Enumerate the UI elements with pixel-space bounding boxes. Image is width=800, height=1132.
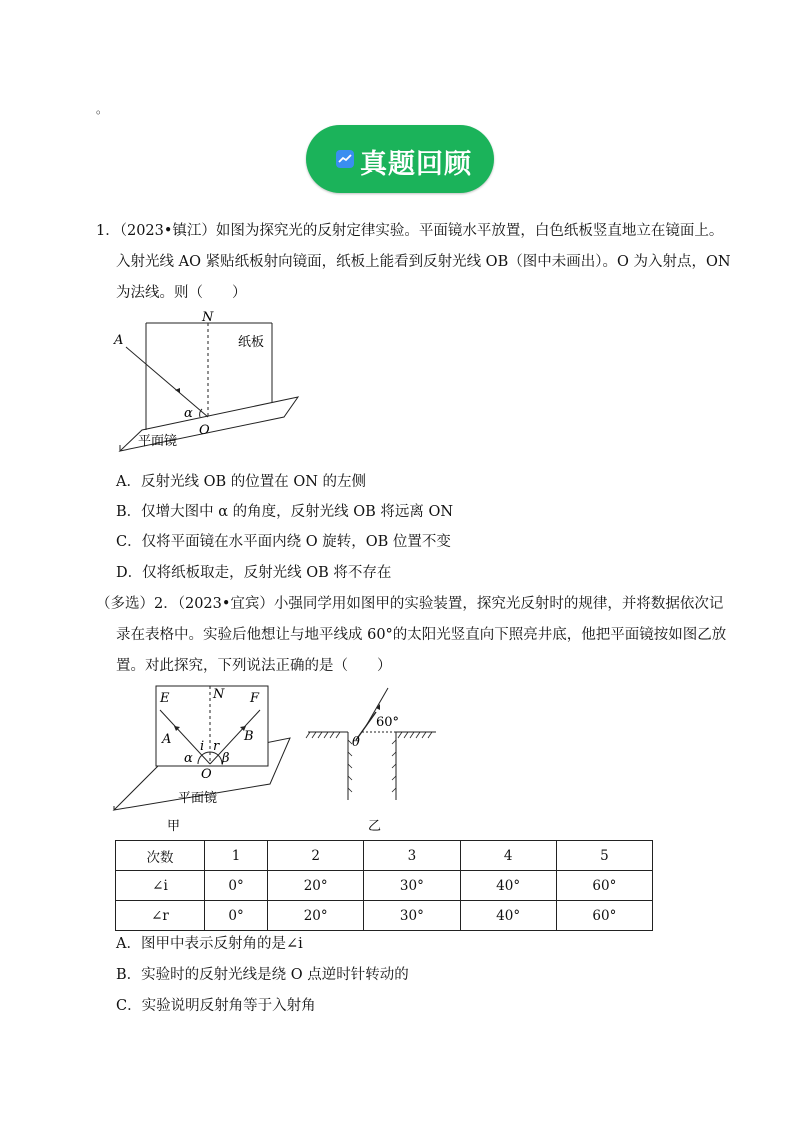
q2-stem-line1: （多选）2．（2023•宜宾）小强同学用如图甲的实验装置，探究光反射时的规律，并将数据依次记 [96,596,724,612]
q1-fig-mirror: 平面镜 [138,434,178,449]
q2-fig-B: B [244,729,254,744]
top-mark: 。 [96,102,109,116]
table-cell: 20° [268,871,364,901]
table-row [116,871,653,901]
q2-fig-theta: θ [352,735,360,750]
table-cell: 20° [268,901,364,931]
q2-fig-alpha: α [184,751,193,766]
q2-fig-N: N [213,687,225,702]
q2-fig-E: E [160,691,170,706]
q2-fig-caption-yi: 乙 [368,819,382,834]
q1-incident-ray [126,347,208,417]
table-header-cell: 4 [460,841,556,871]
q2-fig-beta: β [222,751,230,766]
table-cell: 0° [205,901,268,931]
table-header-cell: 1 [205,841,268,871]
table-cell: 40° [460,901,556,931]
q2-option-c: C．实验说明反射角等于入射角 [116,998,316,1014]
table-header-cell: 2 [268,841,364,871]
q2-data-table [115,840,653,931]
q1-option-b: B．仅增大图中 α 的角度，反射光线 OB 将远离 ON [116,504,454,520]
table-cell: 60° [556,871,652,901]
q2-fig-i: i [200,739,205,754]
q2-figure-jia [110,680,300,835]
table-cell: 0° [205,871,268,901]
q2-fig-mirror: 平面镜 [178,791,218,806]
q1-fig-alpha: α [184,406,193,421]
table-cell: ∠r [116,901,205,931]
q2-figure-yi [300,680,450,835]
q1-stem-line2: 入射光线 AO 紧贴纸板射向镜面，纸板上能看到反射光线 OB（图中未画出）。O 为入射点，ON [116,254,731,270]
q1-option-d: D．仅将纸板取走，反射光线 OB 将不存在 [116,565,392,581]
q1-stem-line1: 1．（2023•镇江）如图为探究光的反射定律实验。平面镜水平放置，白色纸板竖直地立在镜面上。 [96,223,724,239]
chart-icon [336,150,354,168]
q2-stem-line2: 录在表格中。实验后他想让与地平线成 60°的太阳光竖直向下照亮井底，他把平面镜按如图乙放 [116,627,727,643]
q2-fig-F: F [250,691,260,706]
q2-option-a: A．图甲中表示反射角的是∠i [116,936,303,952]
q2-option-b: B．实验时的反射光线是绕 O 点逆时针转动的 [116,967,409,983]
q1-fig-O: O [199,423,210,438]
q2-fig-O: O [201,767,212,782]
q2-fig-A: A [162,732,172,747]
table-cell: 40° [460,871,556,901]
section-banner [306,125,494,193]
q1-fig-A: A [114,333,124,348]
q1-figure [100,305,310,455]
table-row [116,841,653,871]
q1-stem-line3: 为法线。则（ ） [116,285,247,301]
table-cell: 30° [364,871,460,901]
banner-label: 真题回顾 [360,149,472,180]
q2-fig-60deg: 60° [376,715,400,730]
q2-fig-caption-jia: 甲 [167,819,181,834]
table-header-cell: 5 [556,841,652,871]
table-cell: 60° [556,901,652,931]
q2-stem-line3: 置。对此探究，下列说法正确的是（ ） [116,658,392,674]
q1-option-c: C．仅将平面镜在水平面内绕 O 旋转，OB 位置不变 [116,534,451,550]
table-cell: ∠i [116,871,205,901]
table-cell: 30° [364,901,460,931]
q1-fig-N: N [202,310,214,325]
q2-fig-r: r [213,739,220,754]
q1-fig-board: 纸板 [238,335,265,350]
table-row [116,901,653,931]
q1-option-a: A．反射光线 OB 的位置在 ON 的左侧 [116,474,367,490]
table-header-cell: 3 [364,841,460,871]
table-header-cell: 次数 [116,841,205,871]
